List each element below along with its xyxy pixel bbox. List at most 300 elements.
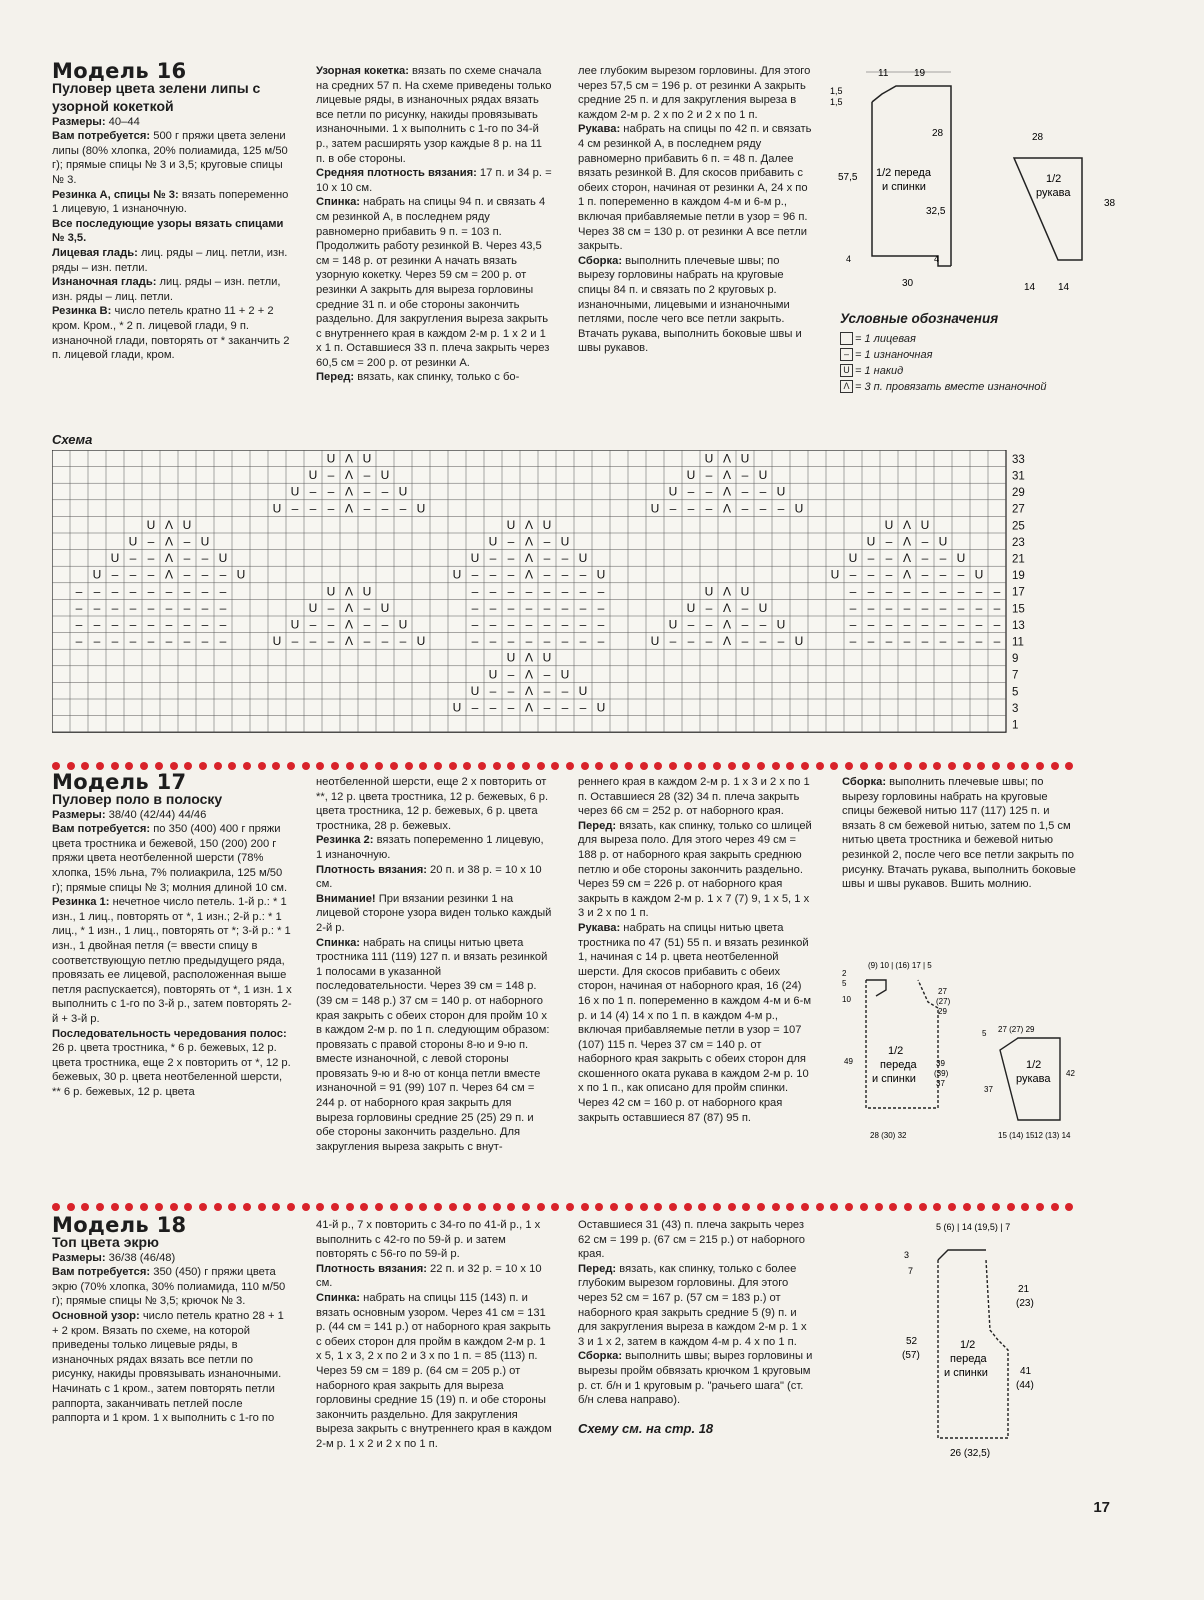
chart-symbol: – (291, 634, 299, 649)
m16-dim-top-b: 19 (914, 68, 926, 79)
chart-symbol: – (597, 584, 605, 599)
paragraph-text: 20 п. и 38 р. = 10 х 10 см. (316, 863, 542, 891)
m17-v2727: (27) (936, 997, 951, 1006)
chart-symbol: – (129, 584, 137, 599)
chart-row-number: 21 (1012, 553, 1025, 566)
chart-symbol: U (758, 600, 768, 615)
divider-dot (757, 762, 765, 770)
chart-symbol: U (488, 667, 498, 682)
chart-symbol: Λ (164, 567, 174, 582)
chart-symbol: Λ (344, 468, 354, 483)
chart-symbol: – (489, 617, 497, 632)
chart-symbol: – (903, 634, 911, 649)
chart-symbol: – (147, 534, 155, 549)
chart-symbol: – (543, 551, 551, 566)
chart-symbol: – (165, 617, 173, 632)
paragraph-text: вязать по схеме сначала на средних 57 п. На схеме приведены только лицевые ряды, в изнаночных рядах вязать все петли по рисунку, накиды провязывать изнаночными. 1 х выполнить с 1-го по 34-й р., затем расширять узор каждые 8 р. на 11 п. в обе стороны. (316, 65, 552, 165)
chart-symbol: – (885, 551, 893, 566)
chart-symbol: – (759, 484, 767, 499)
m17-v49: 49 (844, 1057, 853, 1066)
chart-symbol: – (147, 600, 155, 615)
chart-symbol: – (489, 700, 497, 715)
paragraph (52, 275, 292, 304)
m16-dim-h-left: 57,5 (838, 172, 858, 183)
chart-symbol: – (939, 634, 947, 649)
paragraph-heading: Рукава: (578, 921, 621, 934)
chart-symbol: – (903, 617, 911, 632)
chart-symbol: Λ (164, 534, 174, 549)
m18-body-pattern (890, 1220, 1070, 1460)
m16-dim-4b: 4 (934, 254, 940, 264)
divider-dot (640, 762, 648, 770)
chart-symbol: – (741, 484, 749, 499)
paragraph-heading: Вам потребуется: (52, 130, 151, 143)
divider-dot (331, 1203, 339, 1211)
paragraph (52, 115, 292, 130)
chart-symbol: Λ (524, 517, 534, 532)
chart-symbol: – (327, 600, 335, 615)
chart-symbol: – (525, 634, 533, 649)
chart-symbol: U (848, 551, 858, 566)
chart-symbol: – (471, 700, 479, 715)
divider-dot (228, 762, 236, 770)
chart-row-number: 13 (1012, 619, 1025, 632)
paragraph-heading: Перед: (316, 371, 355, 384)
chart-symbol: U (290, 484, 300, 499)
chart-symbol: Λ (344, 600, 354, 615)
chart-symbol: – (939, 551, 947, 566)
paragraph-text: набрать на спицы 94 п. и связать 4 см резинкой А, в последнем ряду равномерно прибавить 9 п. = 103 п. Продолжить работу резинкой В. Через 43,5 см = 148 р. от резинки А начать вязать узорную кокетку. Через 59 см = 200 р. от резинки А закрыть для выреза горловины средние 31 п. и обе стороны закончить раздельно. Для закругления выреза закрыть с внутреннего края в каждом 2-м р. 1 х 2 и 1 х 1 п. Оставшиеся 33 п. плеча закрыть через 60,5 см = 200 р. от резинки А. (316, 196, 550, 369)
chart-symbol: – (687, 484, 695, 499)
paragraph-text: Оставшиеся 31 (43) п. плеча закрыть через 62 см = 199 р. (67 см = 215 р.) от наборного края. (578, 1219, 805, 1261)
chart-symbol: – (111, 634, 119, 649)
chart-symbol: – (219, 617, 227, 632)
m17-sleeve-pattern (978, 1020, 1088, 1170)
chart-symbol: – (201, 551, 209, 566)
paragraph-heading: Размеры: (52, 808, 106, 821)
chart-symbol: U (938, 534, 948, 549)
paragraph-heading: Спинка: (316, 196, 361, 209)
divider-dot (566, 1203, 574, 1211)
chart-symbol: – (327, 501, 335, 516)
m16-dim-d2: 1,5 (830, 97, 843, 107)
m16-sleeve-pattern (1000, 120, 1124, 296)
chart-symbol: – (471, 617, 479, 632)
divider-dot (640, 1203, 648, 1211)
m18-col1-text (52, 1251, 292, 1426)
m16-sleeve-top: 28 (1032, 132, 1044, 143)
chart-symbol: – (93, 584, 101, 599)
divider-dot (875, 1203, 883, 1211)
chart-symbol: – (309, 617, 317, 632)
paragraph (842, 775, 1082, 892)
divider-dot (67, 1203, 75, 1211)
m18-body-bottom: 26 (32,5) (950, 1448, 991, 1459)
chart-symbol: – (561, 551, 569, 566)
page-number: 17 (1093, 1499, 1110, 1516)
chart-symbol: – (471, 584, 479, 599)
chart-symbol: – (147, 551, 155, 566)
legend-text: = 1 накид (855, 364, 904, 377)
m16-dim-4a: 4 (846, 254, 852, 264)
paragraph-heading: Резинка 2: (316, 834, 374, 847)
paragraph-heading: Резинка В: (52, 305, 112, 318)
chart-symbol: – (993, 617, 1001, 632)
divider-dot (507, 1203, 515, 1211)
m18-v3: 3 (904, 1250, 910, 1260)
paragraph (316, 64, 552, 166)
chart-symbol: – (219, 634, 227, 649)
divider-dot (287, 1203, 295, 1211)
chart-symbol: – (849, 584, 857, 599)
chart-symbol: Λ (722, 584, 732, 599)
divider-dot (581, 762, 589, 770)
divider-dot (478, 1203, 486, 1211)
chart-symbol: U (326, 451, 336, 466)
chart-symbol: Λ (344, 584, 354, 599)
chart-symbol: – (165, 584, 173, 599)
chart-symbol: – (93, 600, 101, 615)
m16-dim-h-325: 32,5 (926, 206, 946, 217)
divider-dot (316, 1203, 324, 1211)
m16-title: Модель 16 (52, 59, 187, 83)
chart-symbol: – (561, 683, 569, 698)
paragraph (316, 936, 552, 1155)
divider-dot (992, 1203, 1000, 1211)
paragraph-text: 500 г пряжи цвета зелени липы (80% хлопка, 20% полиамида, 125 м/50 г); прямые спицы № 3 и 3,5; круговые спицы № 3. (52, 130, 288, 186)
m17-col4-text (842, 775, 1082, 892)
chart-symbol: – (705, 484, 713, 499)
chart-symbol: – (759, 634, 767, 649)
divider-dot (816, 1203, 824, 1211)
legend-symbol: Λ (840, 380, 853, 393)
paragraph (52, 1027, 292, 1100)
chart-symbol: – (579, 700, 587, 715)
chart-symbol: – (507, 617, 515, 632)
divider-dot (1021, 1203, 1029, 1211)
divider-dot (170, 1203, 178, 1211)
paragraph-text: набрать на спицы нитью цвета тростника 111 (119) 127 п. и вязать резинкой 1 полосами в указанной последовательности. Через 39 см = 148 р. (39 см = 148 р.) 37 см = 140 р. от наборного края закрыть с обеих сторон для пройм 10 х в каждом 2-м р. по 1 п. следующим образом: провязать с правой стороны 8-ю и 9-ю п. вместе изнаночной, с левой стороны провязать 9-ю и 8-ю от конца петли вместе изнаночной = 91 (99) 107 п. Через 64 см = 244 р. от наборного края закрыть для выреза горловины средние 25 (25) 29 п. и обе стороны закончить раздельно. Для закругления выреза закрыть с внут- (316, 936, 550, 1153)
m18-v21: 21 (1018, 1284, 1030, 1295)
m17-v39: 39 (936, 1059, 945, 1068)
paragraph-heading: Спинка: (316, 936, 361, 949)
m16-col2 (316, 64, 552, 385)
divider-dot (1007, 762, 1015, 770)
divider-dot (111, 762, 119, 770)
chart-symbol: U (560, 667, 570, 682)
divider-dot (287, 762, 295, 770)
chart-symbol: – (507, 683, 515, 698)
m18-body-label1: 1/2 (960, 1339, 976, 1351)
legend-symbol: U (840, 364, 853, 377)
chart-symbol: U (308, 600, 318, 615)
paragraph-heading: Сборка: (578, 254, 623, 267)
m17-v29: 29 (938, 1007, 947, 1016)
chart-symbol: U (740, 451, 750, 466)
divider-dot (977, 762, 985, 770)
paragraph (316, 370, 552, 385)
paragraph (52, 1251, 292, 1266)
chart-symbol: – (75, 600, 83, 615)
chart-symbol: Λ (902, 567, 912, 582)
chart-symbol: – (543, 567, 551, 582)
divider-dot (1051, 762, 1059, 770)
m16-dim-h-28: 28 (932, 128, 944, 139)
divider-dot (860, 762, 868, 770)
paragraph-text: вязать попеременно 1 лицевую, 1 изнаночную. (52, 188, 289, 216)
chart-symbol: – (309, 484, 317, 499)
m16-sleeve-label1: 1/2 (1046, 173, 1062, 185)
chart-symbol: – (975, 584, 983, 599)
chart-row-number: 27 (1012, 503, 1025, 516)
m16-col1 (52, 59, 292, 363)
paragraph (52, 1265, 292, 1309)
divider-dot (390, 762, 398, 770)
chart-symbol: – (111, 617, 119, 632)
chart-row-number: 33 (1012, 453, 1025, 466)
paragraph-text: вязать, как спинку, только со шлицей для выреза поло. Для этого через 49 см = 188 р. от наборного края закрыть среднюю петлю и обе стороны закончить раздельно. Через 59 см = 226 р. от наборного края закрыть в каждом 2-м р. 1 х 7 (7) 9, 1 х 5, 1 х 3 и 2 х по 1 п. (578, 819, 812, 920)
m18-neck-line (938, 1250, 986, 1260)
chart-symbol: – (579, 634, 587, 649)
chart-symbol: – (741, 501, 749, 516)
chart-symbol: – (507, 567, 515, 582)
divider-dot (493, 1203, 501, 1211)
divider-dot (786, 1203, 794, 1211)
divider-dot (904, 762, 912, 770)
divider-dot (963, 1203, 971, 1211)
chart-symbol: – (327, 484, 335, 499)
chart-symbol: Λ (722, 617, 732, 632)
chart-symbol: – (327, 634, 335, 649)
chart-symbol: – (93, 634, 101, 649)
divider-dot (243, 1203, 251, 1211)
chart-symbol: U (596, 700, 606, 715)
m17-col3 (578, 775, 816, 1125)
paragraph (316, 775, 552, 833)
chart-symbol: – (705, 468, 713, 483)
chart-symbol: U (488, 534, 498, 549)
chart-symbol: U (920, 517, 930, 532)
paragraph-heading: Размеры: (52, 115, 106, 128)
divider-dot (405, 762, 413, 770)
divider-dot (1021, 762, 1029, 770)
divider-dot (948, 1203, 956, 1211)
chart-symbol: – (75, 584, 83, 599)
chart-symbol: U (668, 484, 678, 499)
chart-row-number: 15 (1012, 603, 1025, 616)
divider-dot (405, 1203, 413, 1211)
chart-symbol: – (507, 584, 515, 599)
paragraph-heading: Размеры: (52, 1251, 106, 1264)
paragraph (578, 254, 814, 356)
chart-symbol: – (543, 683, 551, 698)
divider-dot (698, 762, 706, 770)
divider-dot (302, 762, 310, 770)
divider-dot (669, 1203, 677, 1211)
chart-symbol: – (669, 634, 677, 649)
chart-symbol: – (921, 634, 929, 649)
m17-v2: 2 (842, 969, 847, 978)
chart-symbol: U (506, 517, 516, 532)
m17-sleeve-v37: 37 (984, 1085, 993, 1094)
chart-symbol: – (489, 584, 497, 599)
divider-dot (713, 1203, 721, 1211)
divider-dot (1036, 1203, 1044, 1211)
chart-symbol: – (183, 634, 191, 649)
chart-symbol: U (110, 551, 120, 566)
chart-symbol: U (776, 617, 786, 632)
chart-row-number: 9 (1012, 653, 1019, 666)
m16-subtitle: Пуловер цвета зелени липы с узорной кокеткой (52, 79, 261, 114)
m17-body-label1: 1/2 (888, 1045, 904, 1057)
divider-dot (551, 1203, 559, 1211)
divider-dot (434, 1203, 442, 1211)
chart-symbol: – (885, 600, 893, 615)
paragraph (52, 808, 292, 823)
divider-dot (801, 762, 809, 770)
m17-v5: 5 (842, 979, 847, 988)
m17-sleeve-label1: 1/2 (1026, 1059, 1042, 1071)
paragraph (316, 195, 552, 370)
divider-dot (948, 762, 956, 770)
paragraph-heading: Основной узор: (52, 1309, 140, 1322)
chart-symbol: Λ (164, 551, 174, 566)
chart-symbol: – (579, 584, 587, 599)
divider-dot (684, 1203, 692, 1211)
chart-symbol: – (219, 584, 227, 599)
chart-symbol: – (903, 600, 911, 615)
paragraph-text: выполнить швы; вырез горловины и вырезы пройм обвязать крючком 1 круговым р. ст. б/н и 1 круговым р. "рачьего шага" (ст. б/н слева направо). (578, 1350, 813, 1407)
chart-symbol: – (543, 534, 551, 549)
paragraph-text: 41-й р., 7 х повторить с 34-го по 41-й р., 1 х выполнить с 42-го по 59-й р. и затем повторять с 56-го по 59-й р. (316, 1219, 541, 1261)
chart-symbol: U (182, 517, 192, 532)
divider-dot (272, 1203, 280, 1211)
chart-symbol: U (236, 567, 246, 582)
paragraph (578, 819, 816, 921)
m17-body-top: (9) 10 | (16) 17 | 5 (868, 961, 932, 970)
chart-symbol: U (416, 501, 426, 516)
chart-symbol: – (183, 567, 191, 582)
chart-symbol: – (183, 534, 191, 549)
chart-symbol: – (849, 634, 857, 649)
chart-symbol: U (704, 451, 714, 466)
divider-dot (111, 1203, 119, 1211)
divider-dot (360, 762, 368, 770)
m17-body-outline (866, 980, 938, 1108)
paragraph (52, 217, 292, 246)
m16-legend (840, 311, 1080, 396)
paragraph (578, 64, 814, 122)
m17-v27: 27 (938, 987, 947, 996)
chart-symbol: – (489, 634, 497, 649)
chart-symbol: U (398, 617, 408, 632)
chart-symbol: – (993, 584, 1001, 599)
chart-symbol: – (525, 600, 533, 615)
chart-symbol: – (849, 567, 857, 582)
m17-sleeve-v42: 42 (1066, 1069, 1075, 1078)
divider-dot (698, 1203, 706, 1211)
paragraph (578, 1349, 814, 1407)
chart-symbol: – (507, 551, 515, 566)
m17-col1 (52, 770, 292, 1099)
divider-dot (155, 762, 163, 770)
divider-dot (625, 1203, 633, 1211)
m17-title: Модель 17 (52, 770, 187, 794)
chart-symbol: U (578, 551, 588, 566)
divider-dot (581, 1203, 589, 1211)
divider-dot (449, 762, 457, 770)
chart-symbol: – (543, 584, 551, 599)
chart-symbol: U (452, 567, 462, 582)
divider-dot (390, 1203, 398, 1211)
chart-symbol: – (777, 501, 785, 516)
chart-symbol: U (452, 700, 462, 715)
paragraph-heading: Вам потребуется: (52, 823, 151, 836)
chart-symbol: U (380, 468, 390, 483)
divider-dot (816, 762, 824, 770)
divider-dot (919, 762, 927, 770)
divider-dot (184, 762, 192, 770)
chart-symbol: – (381, 484, 389, 499)
chart-symbol: – (111, 584, 119, 599)
chart-symbol: – (219, 600, 227, 615)
m17-sleeve-b1: 15 (14) 15 (998, 1131, 1035, 1140)
legend-text: = 1 лицевая (855, 332, 916, 345)
chart-symbol: U (470, 683, 480, 698)
chart-symbol: U (866, 534, 876, 549)
chart-symbol: U (650, 501, 660, 516)
m17-body-label2: переда (880, 1059, 917, 1071)
chart-symbol: – (201, 617, 209, 632)
chart-symbol: – (579, 600, 587, 615)
chart-symbol: U (416, 634, 426, 649)
divider-dot (478, 762, 486, 770)
divider-dot (346, 762, 354, 770)
chart-symbol: Λ (344, 634, 354, 649)
chart-symbol: – (975, 617, 983, 632)
chart-symbol: U (650, 634, 660, 649)
paragraph-text: набрать на спицы 115 (143) п. и вязать основным узором. Через 41 см = 131 р. (44 см = 141 р.) от наборного края закрыть с обеих сторон для пройм в каждом 2-м р. 1 х 5, 1 х 3, 2 х по 2 и 3 х по 1 п. = 85 (113) п. Через 59 см = 189 р. (64 см = 205 р.) от наборного края закрыть для выреза горловины средние 15 (19) п. и обе стороны закончить раздельно. Для закругления выреза закрыть с внутреннего края в каждом 2-м р. 1 х 2 и 2 х по 1 п. (316, 1291, 552, 1450)
paragraph-text: вязать, как спинку, только с более глубоким вырезом горловины. Для этого через 52 см = 167 р. (57 см = 183 р.) от наборного края закрыть средние 5 (9) п. и для закругления выреза в каждом 2-м р. 1 х 3 и 1 х 2, затем в каждом 4-м р. 4 х по 1 п. (578, 1262, 807, 1348)
m18-title: Модель 18 (52, 1213, 187, 1237)
chart-symbol: – (849, 600, 857, 615)
chart-symbol: – (543, 617, 551, 632)
divider-dot (742, 762, 750, 770)
chart-symbol: – (363, 501, 371, 516)
divider-dot (199, 762, 207, 770)
chart-symbol: Λ (524, 567, 534, 582)
chart-symbol: U (470, 551, 480, 566)
chart-symbol: Λ (902, 534, 912, 549)
divider-dot (81, 1203, 89, 1211)
divider-dot (214, 762, 222, 770)
divider-dot (610, 762, 618, 770)
paragraph-text: вязать попеременно 1 лицевую, 1 изнаночную. (316, 834, 544, 861)
chart-row-number: 29 (1012, 487, 1025, 500)
divider-dot (125, 1203, 133, 1211)
chart-symbol: – (489, 683, 497, 698)
paragraph (52, 188, 292, 217)
m18-v52: 52 (906, 1336, 918, 1347)
chart-symbol: – (381, 634, 389, 649)
m17-body-label3: и спинки (872, 1073, 916, 1085)
chart-symbol: – (705, 501, 713, 516)
chart-symbol: Λ (722, 468, 732, 483)
chart-symbol: Λ (722, 600, 732, 615)
chart-symbol: – (399, 501, 407, 516)
chart-symbol: – (201, 634, 209, 649)
chart-symbol: – (957, 567, 965, 582)
